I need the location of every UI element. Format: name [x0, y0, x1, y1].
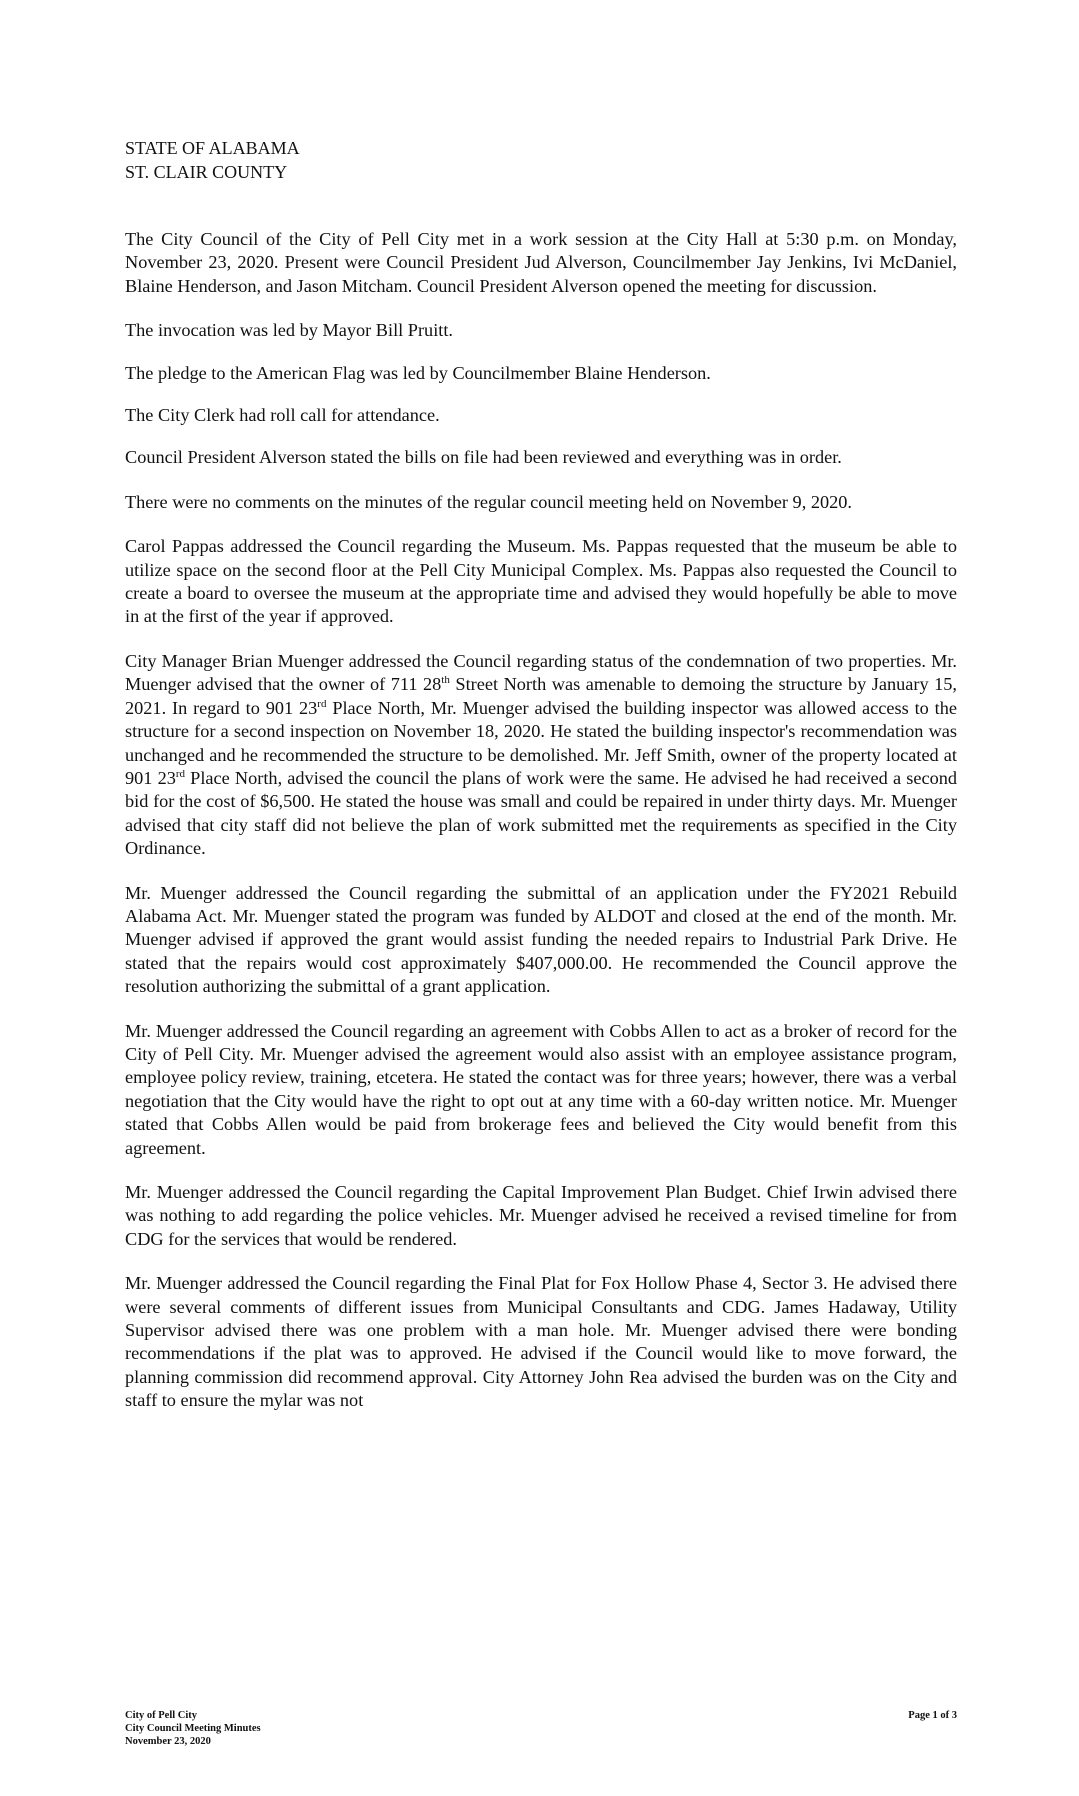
- condemnation-text-d: Place North, advised the council the plans of work were the same. He advised he had received a second bid for the cost of $6,500. He stated the house was small and could be repaired in under thirty days. Mr. Muenger advised that city staff did not believe the plan of work submitted met the requirements as specified in the City Ordinance.: [125, 767, 957, 859]
- paragraph-museum: Carol Pappas addressed the Council regarding the Museum. Ms. Pappas requested that the museum be able to utilize space on the second floor at the Pell City Municipal Complex. Ms. Pappas also requested the Council to create a board to oversee the museum at the appropriate time and advised they would hopefully be able to move in at the first of the year if approved.: [125, 536, 957, 627]
- county-heading: ST. CLAIR COUNTY: [125, 162, 288, 182]
- paragraph-bills: Council President Alverson stated the bills on file had been reviewed and everything was in order.: [125, 447, 842, 468]
- condemnation-text-a: City Manager Brian Muenger addressed the Council regarding status of the condemnation of two properties. Mr. Muenger advised that the owner of 711 28: [125, 650, 957, 695]
- condemnation-text-b: Street North was amenable to demoing the structure by January 15, 2021. In regard to 901 23: [125, 674, 958, 718]
- footer-document-title: City Council Meeting Minutes: [125, 1723, 261, 1734]
- paragraph-condemnation: [125, 650, 957, 861]
- paragraph-invocation: The invocation was led by Mayor Bill Pruitt.: [125, 320, 454, 341]
- paragraph-pledge: The pledge to the American Flag was led by Councilmember Blaine Henderson.: [125, 362, 711, 383]
- paragraph-capital-improvement: Mr. Muenger addressed the Council regarding the Capital Improvement Plan Budget. Chief Irwin advised there was nothing to add regarding the police vehicles. Mr. Muenger advised he received a revised timeline for from CDG for the services that would be rendered.: [125, 1182, 957, 1249]
- paragraph-roll-call: The City Clerk had roll call for attendance.: [125, 405, 440, 426]
- page-number: Page 1 of 3: [908, 1710, 957, 1721]
- ordinal-suffix: rd: [317, 697, 327, 710]
- footer-date: November 23, 2020: [125, 1736, 211, 1747]
- footer-info: [125, 1709, 261, 1748]
- ordinal-suffix: rd: [175, 767, 186, 780]
- minutes-body: [125, 228, 957, 1434]
- ordinal-suffix: th: [441, 674, 450, 687]
- document-header: [125, 136, 300, 184]
- paragraph-opening: The City Council of the City of Pell City met in a work session at the City Hall at 5:30 p.m. on Monday, November 23, 2020. Present were Council President Jud Alverson, Councilmember Jay Jenkins, Ivi McDaniel, Blaine Henderson, and Jason Mitcham. Council President Alverson opened the meeting for discussion.: [125, 229, 957, 296]
- paragraph-fox-hollow: Mr. Muenger addressed the Council regarding the Final Plat for Fox Hollow Phase 4, Sector 3. He advised there were several comments of different issues from Municipal Consultants and CDG. James Hadaway, Utility Supervisor advised there was one problem with a man hole. Mr. Muenger advised there were bonding recommendations if the plat was to approved. He advised if the Council would like to move forward, the planning commission did recommend approval. City Attorney John Rea advised the burden was on the City and staff to ensure the mylar was not: [125, 1273, 957, 1411]
- footer-city: City of Pell City: [125, 1710, 198, 1721]
- state-heading: STATE OF ALABAMA: [125, 138, 300, 158]
- paragraph-rebuild-alabama: Mr. Muenger addressed the Council regarding the submittal of an application under the FY2021 Rebuild Alabama Act. Mr. Muenger stated the program was funded by ALDOT and closed at the end of the month. Mr. Muenger advised if approved the grant would assist funding the needed repairs to Industrial Park Drive. He stated that the repairs would cost approximately $407,000.00. He recommended the Council approve the resolution authorizing the submittal of a grant application.: [125, 882, 957, 997]
- condemnation-text-c: Place North, Mr. Muenger advised the building inspector was allowed access to the structure for a second inspection on November 18, 2020. He stated the building inspector's recommendation was unchanged and he recommended the structure to be demolished. Mr. Jeff Smith, owner of the property located at 901 23: [125, 697, 957, 788]
- paragraph-cobbs-allen: Mr. Muenger addressed the Council regarding an agreement with Cobbs Allen to act as a broker of record for the City of Pell City. Mr. Muenger advised the agreement would also assist with an employee assistance program, employee policy review, training, etcetera. He stated the contact was for three years; however, there was a verbal negotiation that the City would have the right to opt out at any time with a 60-day written notice. Mr. Muenger stated that Cobbs Allen would be paid from brokerage fees and believed the City would benefit from this agreement.: [125, 1020, 957, 1158]
- paragraph-minutes: There were no comments on the minutes of the regular council meeting held on November 9, 2020.: [125, 491, 852, 512]
